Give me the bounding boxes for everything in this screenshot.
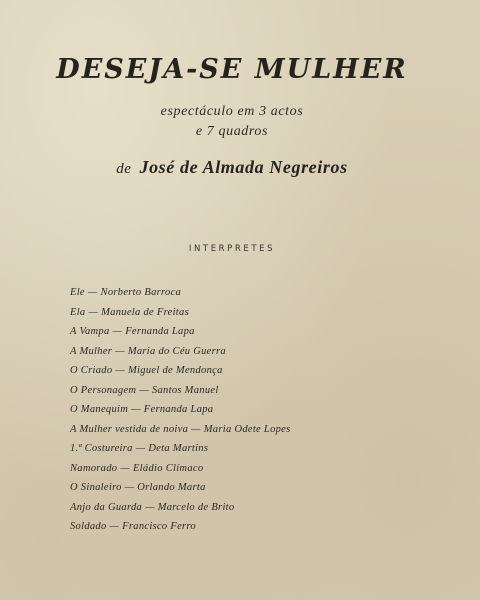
- cast-role: Soldado: [70, 521, 107, 532]
- cast-separator: —: [87, 287, 98, 298]
- cast-actor: Maria do Céu Guerra: [127, 345, 226, 357]
- cast-role: Anjo da Guarda: [70, 501, 143, 513]
- cast-separator: —: [120, 462, 130, 474]
- play-title: DESEJA-SE MULHER: [56, 54, 408, 85]
- cast-separator: —: [112, 326, 123, 337]
- cast-role: A Mulher: [70, 345, 113, 357]
- cast-actor: Manuela de Freitas: [101, 306, 189, 318]
- cast-actor: Orlando Marta: [137, 482, 206, 493]
- cast-separator: —: [115, 345, 125, 357]
- cast-item: [70, 303, 291, 323]
- cast-item: [70, 420, 291, 440]
- cast-role: Ela: [70, 306, 86, 318]
- cast-role: 1.ª Costureira: [70, 443, 133, 454]
- cast-role: A Vampa: [70, 326, 110, 337]
- subtitle-acts: espectáculo em 3 actos: [160, 104, 304, 119]
- cast-role: Ele: [70, 287, 85, 298]
- cast-item: [70, 361, 291, 381]
- cast-list: [70, 283, 291, 537]
- cast-actor: Norberto Barroca: [100, 287, 182, 298]
- cast-item: [70, 459, 291, 479]
- cast-item: [70, 381, 291, 401]
- cast-role: O Sinaleiro: [70, 482, 122, 493]
- cast-actor: Eládio Clímaco: [132, 462, 204, 474]
- cast-role: O Personagem: [70, 384, 137, 396]
- cast-role: A Mulher vestida de noiva: [70, 423, 189, 435]
- cast-item: [70, 283, 291, 303]
- cast-item: [70, 400, 291, 420]
- cast-separator: —: [115, 365, 126, 376]
- cast-actor: Fernanda Lapa: [143, 404, 214, 415]
- cast-role: O Manequim: [70, 404, 129, 415]
- cast-item: [70, 439, 291, 459]
- cast-item: [70, 517, 291, 537]
- cast-role: Namorado: [70, 462, 118, 474]
- author-prefix: de: [116, 161, 132, 177]
- cast-separator: —: [145, 501, 155, 513]
- cast-separator: —: [139, 384, 149, 396]
- cast-separator: —: [109, 521, 120, 532]
- cast-item: [70, 342, 291, 362]
- author-line: [0, 157, 464, 178]
- author-name: José de Almada Negreiros: [139, 157, 348, 177]
- cast-actor: Miguel de Mendonça: [128, 365, 223, 376]
- cast-separator: —: [135, 443, 146, 454]
- cast-separator: —: [124, 482, 135, 493]
- cast-heading: INTERPRETES: [188, 244, 276, 254]
- cast-separator: —: [88, 306, 99, 318]
- cast-actor: Fernanda Lapa: [125, 326, 195, 337]
- cast-separator: —: [131, 404, 141, 415]
- cast-actor: Maria Odete Lopes: [203, 423, 291, 435]
- subtitle-scenes: e 7 quadros: [195, 124, 269, 139]
- cast-actor: Francisco Ferro: [122, 521, 196, 532]
- cast-item: [70, 498, 291, 518]
- cast-actor: Marcelo de Brito: [157, 501, 235, 513]
- cast-item: [70, 478, 291, 498]
- cast-item: [70, 322, 291, 342]
- cast-actor: Santos Manuel: [151, 384, 219, 396]
- cast-separator: —: [191, 423, 201, 435]
- cast-role: O Criado: [70, 365, 113, 376]
- cast-actor: Deta Martins: [148, 443, 209, 454]
